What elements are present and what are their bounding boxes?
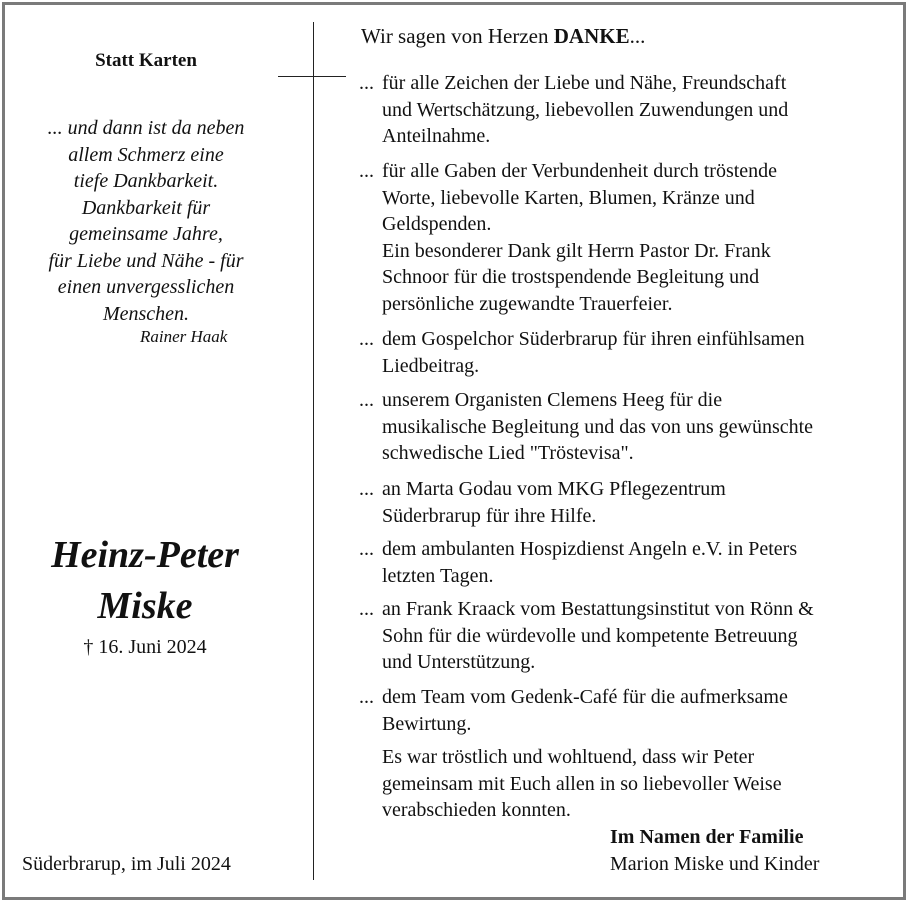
closing-line: verabschieden konnten. (382, 799, 571, 821)
thanks-item (359, 596, 899, 676)
item-line: Süderbrarup für ihre Hilfe. (382, 504, 597, 527)
deceased-last-name: Miske (97, 585, 193, 627)
item-line: an Marta Godau vom MKG Pflegezentrum (382, 478, 726, 500)
quote-line: gemeinsame Jahre, (69, 223, 223, 245)
item-prefix: ... (359, 478, 374, 500)
thanks-item (359, 387, 899, 467)
quote-line: Dankbarkeit für (81, 196, 211, 219)
death-date: † 16. Juni 2024 (83, 636, 207, 658)
item-line: für alle Gaben der Verbundenheit durch tröstende (382, 160, 778, 182)
heading-ellipsis: ... (629, 24, 646, 48)
item-line: dem Team vom Gedenk-Café für die aufmerksame (382, 686, 788, 708)
item-line: Geldspenden. (382, 213, 492, 235)
quote-author: Rainer Haak (140, 327, 228, 346)
closing-line: Es war tröstlich und wohltuend, dass wir Peter (382, 746, 755, 768)
thanks-item (359, 158, 899, 317)
item-line: Liedbeitrag. (382, 354, 480, 377)
item-prefix: ... (359, 598, 374, 620)
item-line: an Frank Kraack vom Bestattungsinstitut von Rönn & (382, 598, 814, 620)
closing-paragraph (359, 744, 899, 824)
quote-line: allem Schmerz eine (68, 143, 224, 166)
quote (20, 115, 272, 327)
cross-horizontal-line (278, 76, 346, 77)
item-line: schwedische Lied "Tröstevisa". (382, 442, 634, 464)
closing-line: gemeinsam mit Euch allen in so liebevoller Weise (382, 772, 782, 795)
place-date: Süderbrarup, im Juli 2024 (22, 853, 231, 875)
heading-bold: DANKE (553, 24, 630, 48)
cross-vertical-line (313, 22, 314, 880)
item-prefix: ... (359, 538, 374, 560)
item-prefix: ... (359, 686, 374, 708)
quote-line: für Liebe und Nähe - für (48, 249, 244, 272)
item-line: Ein besonderer Dank gilt Herrn Pastor Dr. Frank (382, 239, 771, 262)
signature-heading: Im Namen der Familie (610, 826, 804, 848)
deceased-first-name: Heinz-Peter (51, 534, 239, 576)
item-line: und Wertschätzung, liebevollen Zuwendungen und (382, 98, 789, 121)
quote-line: Menschen. (102, 302, 190, 325)
item-prefix: ... (359, 72, 374, 94)
heading-text: Wir sagen von Herzen (361, 24, 554, 48)
item-line: Anteilnahme. (382, 125, 491, 147)
item-prefix: ... (359, 328, 374, 350)
deceased-name (20, 530, 270, 632)
item-line: unserem Organisten Clemens Heeg für die (382, 389, 723, 411)
item-line: für alle Zeichen der Liebe und Nähe, Freundschaft (382, 72, 787, 94)
quote-line: ... und dann ist da neben (47, 117, 245, 139)
statt-karten: Statt Karten (95, 50, 197, 71)
item-prefix: ... (359, 160, 374, 182)
quote-line: einen unvergesslichen (57, 276, 235, 298)
item-line: dem Gospelchor Süderbrarup für ihren einfühlsamen (382, 328, 805, 350)
thanks-item (359, 536, 899, 589)
item-prefix: ... (359, 389, 374, 411)
item-line: musikalische Begleitung und das von uns gewünschte (382, 415, 814, 438)
thanks-item (359, 70, 899, 150)
thanks-item (359, 476, 899, 529)
item-line: Bewirtung. (382, 712, 472, 735)
thanks-item (359, 326, 899, 379)
item-line: letzten Tagen. (382, 564, 494, 587)
item-line: Worte, liebevolle Karten, Blumen, Kränze und (382, 186, 755, 209)
item-line: Sohn für die würdevolle und kompetente Betreuung (382, 624, 798, 647)
thanks-item (359, 684, 899, 737)
thanks-heading (361, 24, 645, 49)
quote-line: tiefe Dankbarkeit. (73, 170, 219, 192)
item-line: und Unterstützung. (382, 651, 536, 673)
signature-names: Marion Miske und Kinder (610, 853, 820, 875)
item-line: dem ambulanten Hospizdienst Angeln e.V. in Peters (382, 538, 798, 560)
item-line: persönliche zugewandte Trauerfeier. (382, 292, 673, 315)
item-line: Schnoor für die trostspendende Begleitung und (382, 266, 760, 288)
